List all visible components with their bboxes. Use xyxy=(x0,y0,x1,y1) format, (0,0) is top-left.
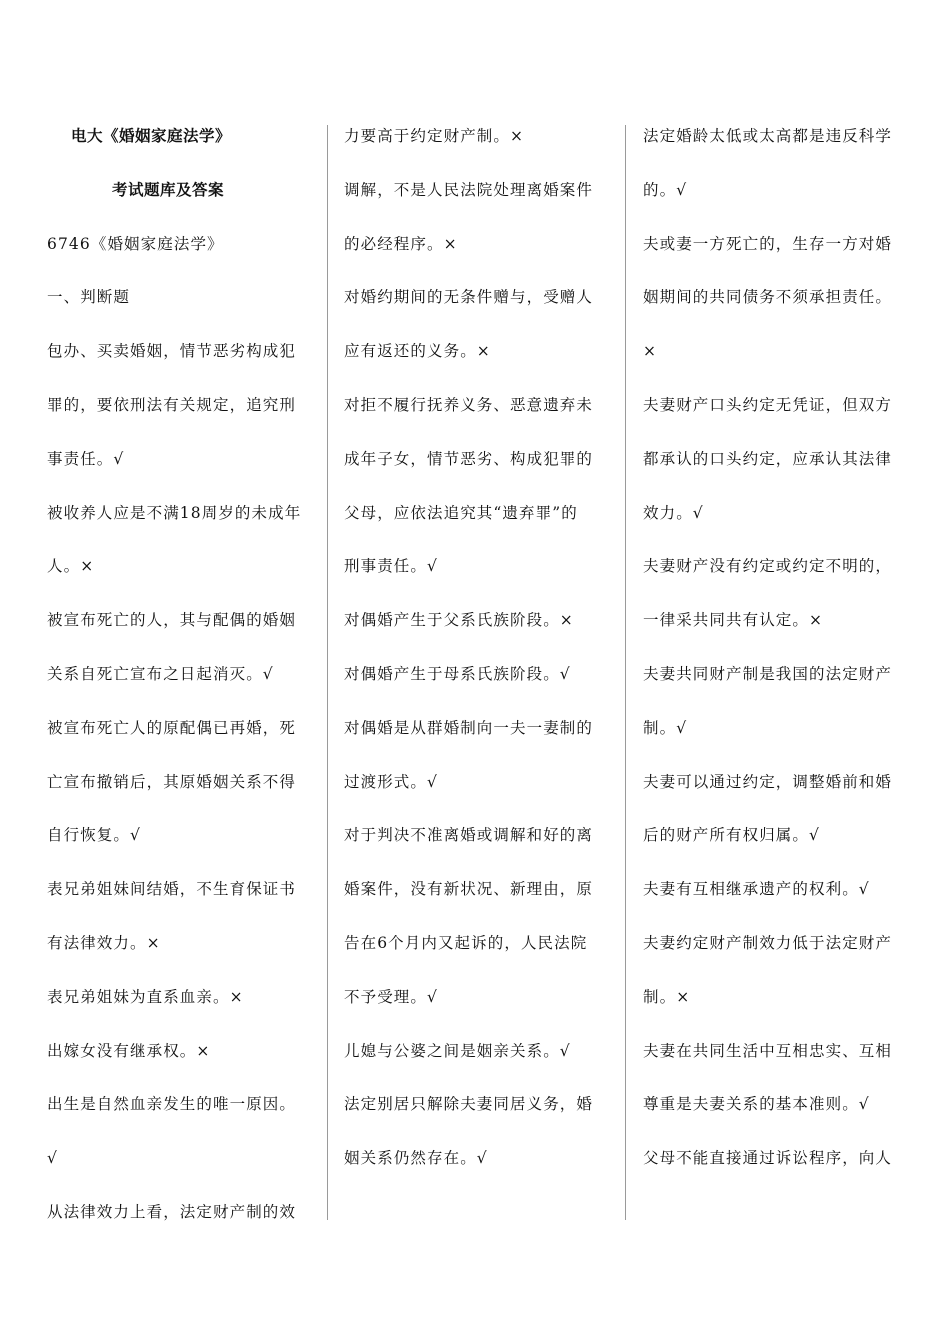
text-line: 对偶婚产生于母系氏族阶段。√ xyxy=(344,664,571,683)
text-line: 对偶婚产生于父系氏族阶段。× xyxy=(344,611,574,630)
text-line: 6746《婚姻家庭法学》 xyxy=(47,234,224,253)
text-line: 父母不能直接通过诉讼程序，向人 xyxy=(643,1149,893,1168)
text-line: 调解，不是人民法院处理离婚案件 xyxy=(344,180,594,199)
text-line: 后的财产所有权归属。√ xyxy=(643,826,820,845)
text-line: 罪的，要依刑法有关规定，追究刑 xyxy=(47,395,297,414)
text-line: × xyxy=(643,342,658,361)
text-line: 包办、买卖婚姻，情节恶劣构成犯 xyxy=(47,342,297,361)
text-line: 制。√ xyxy=(643,718,688,737)
text-line: 成年子女，情节恶劣、构成犯罪的 xyxy=(344,449,594,468)
text-line: 人。× xyxy=(47,557,95,576)
text-line: 夫或妻一方死亡的，生存一方对婚 xyxy=(643,234,893,253)
text-line: 夫妻有互相继承遗产的权利。√ xyxy=(643,880,870,899)
document-title-line: 考试题库及答案 xyxy=(112,179,225,199)
text-line: 对拒不履行抚养义务、恶意遗弃未 xyxy=(344,395,594,414)
text-line: 对偶婚是从群婚制向一夫一妻制的 xyxy=(344,718,594,737)
text-line: 姻期间的共同债务不须承担责任。 xyxy=(643,288,893,307)
text-line: 效力。√ xyxy=(643,503,704,522)
text-line: 尊重是夫妻关系的基本准则。√ xyxy=(643,1095,870,1114)
text-line: 夫妻共同财产制是我国的法定财产 xyxy=(643,664,893,683)
text-line: 一律采共同共有认定。× xyxy=(643,611,824,630)
text-line: 从法律效力上看，法定财产制的效 xyxy=(47,1202,297,1221)
text-line: 一、判断题 xyxy=(47,288,131,307)
text-line: 出嫁女没有继承权。× xyxy=(47,1041,211,1060)
text-line: 法定婚龄太低或太高都是违反科学 xyxy=(643,127,893,145)
text-line: 婚案件，没有新状况、新理由，原 xyxy=(344,880,594,899)
text-line: 制。× xyxy=(643,987,691,1006)
text-line: 事责任。√ xyxy=(47,449,125,468)
text-line: 被宣布死亡人的原配偶已再婚，死 xyxy=(47,718,297,737)
text-line: 出生是自然血亲发生的唯一原因。 xyxy=(47,1095,297,1114)
text-line: 被收养人应是不满18周岁的未成年 xyxy=(47,503,302,522)
text-line: 姻关系仍然存在。√ xyxy=(344,1149,488,1168)
text-column-left xyxy=(47,118,313,1248)
text-column-middle xyxy=(344,118,610,1194)
text-line: 亡宣布撤销后，其原婚姻关系不得 xyxy=(47,772,297,791)
text-line: 的必经程序。× xyxy=(344,234,458,253)
text-line: 力要高于约定财产制。× xyxy=(344,127,525,145)
text-line: 都承认的口头约定，应承认其法律 xyxy=(643,449,893,468)
column-divider xyxy=(327,125,328,1220)
document-title-line: 电大《婚姻家庭法学》 xyxy=(71,126,232,145)
text-line: 告在6个月内又起诉的，人民法院 xyxy=(344,933,588,952)
text-line: 法定别居只解除夫妻同居义务，婚 xyxy=(344,1095,594,1114)
text-line: 的。√ xyxy=(643,180,688,199)
text-line: 刑事责任。√ xyxy=(344,557,438,576)
text-line: √ xyxy=(47,1149,58,1168)
text-line: 夫妻财产没有约定或约定不明的， xyxy=(643,557,893,576)
text-line: 夫妻财产口头约定无凭证，但双方 xyxy=(643,395,893,414)
text-line: 表兄弟姐妹为直系血亲。× xyxy=(47,987,244,1006)
text-line: 夫妻约定财产制效力低于法定财产 xyxy=(643,933,893,952)
text-column-right xyxy=(643,118,909,1194)
text-line: 儿媳与公婆之间是姻亲关系。√ xyxy=(344,1041,571,1060)
text-line: 过渡形式。√ xyxy=(344,772,438,791)
text-line: 对于判决不准离婚或调解和好的离 xyxy=(344,826,594,845)
text-line: 夫妻在共同生活中互相忠实、互相 xyxy=(643,1041,893,1060)
text-line: 被宣布死亡的人，其与配偶的婚姻 xyxy=(47,611,297,630)
text-line: 夫妻可以通过约定，调整婚前和婚 xyxy=(643,772,893,791)
text-line: 对婚约期间的无条件赠与，受赠人 xyxy=(344,288,594,307)
text-line: 表兄弟姐妹间结婚，不生育保证书 xyxy=(47,880,297,899)
text-line: 父母，应依法追究其“遗弃罪”的 xyxy=(344,503,578,522)
text-line: 应有返还的义务。× xyxy=(344,342,491,361)
text-line: 自行恢复。√ xyxy=(47,826,141,845)
text-line: 不予受理。√ xyxy=(344,987,438,1006)
text-line: 关系自死亡宣布之日起消灭。√ xyxy=(47,664,274,683)
text-line: 有法律效力。× xyxy=(47,933,161,952)
column-divider xyxy=(625,125,626,1220)
